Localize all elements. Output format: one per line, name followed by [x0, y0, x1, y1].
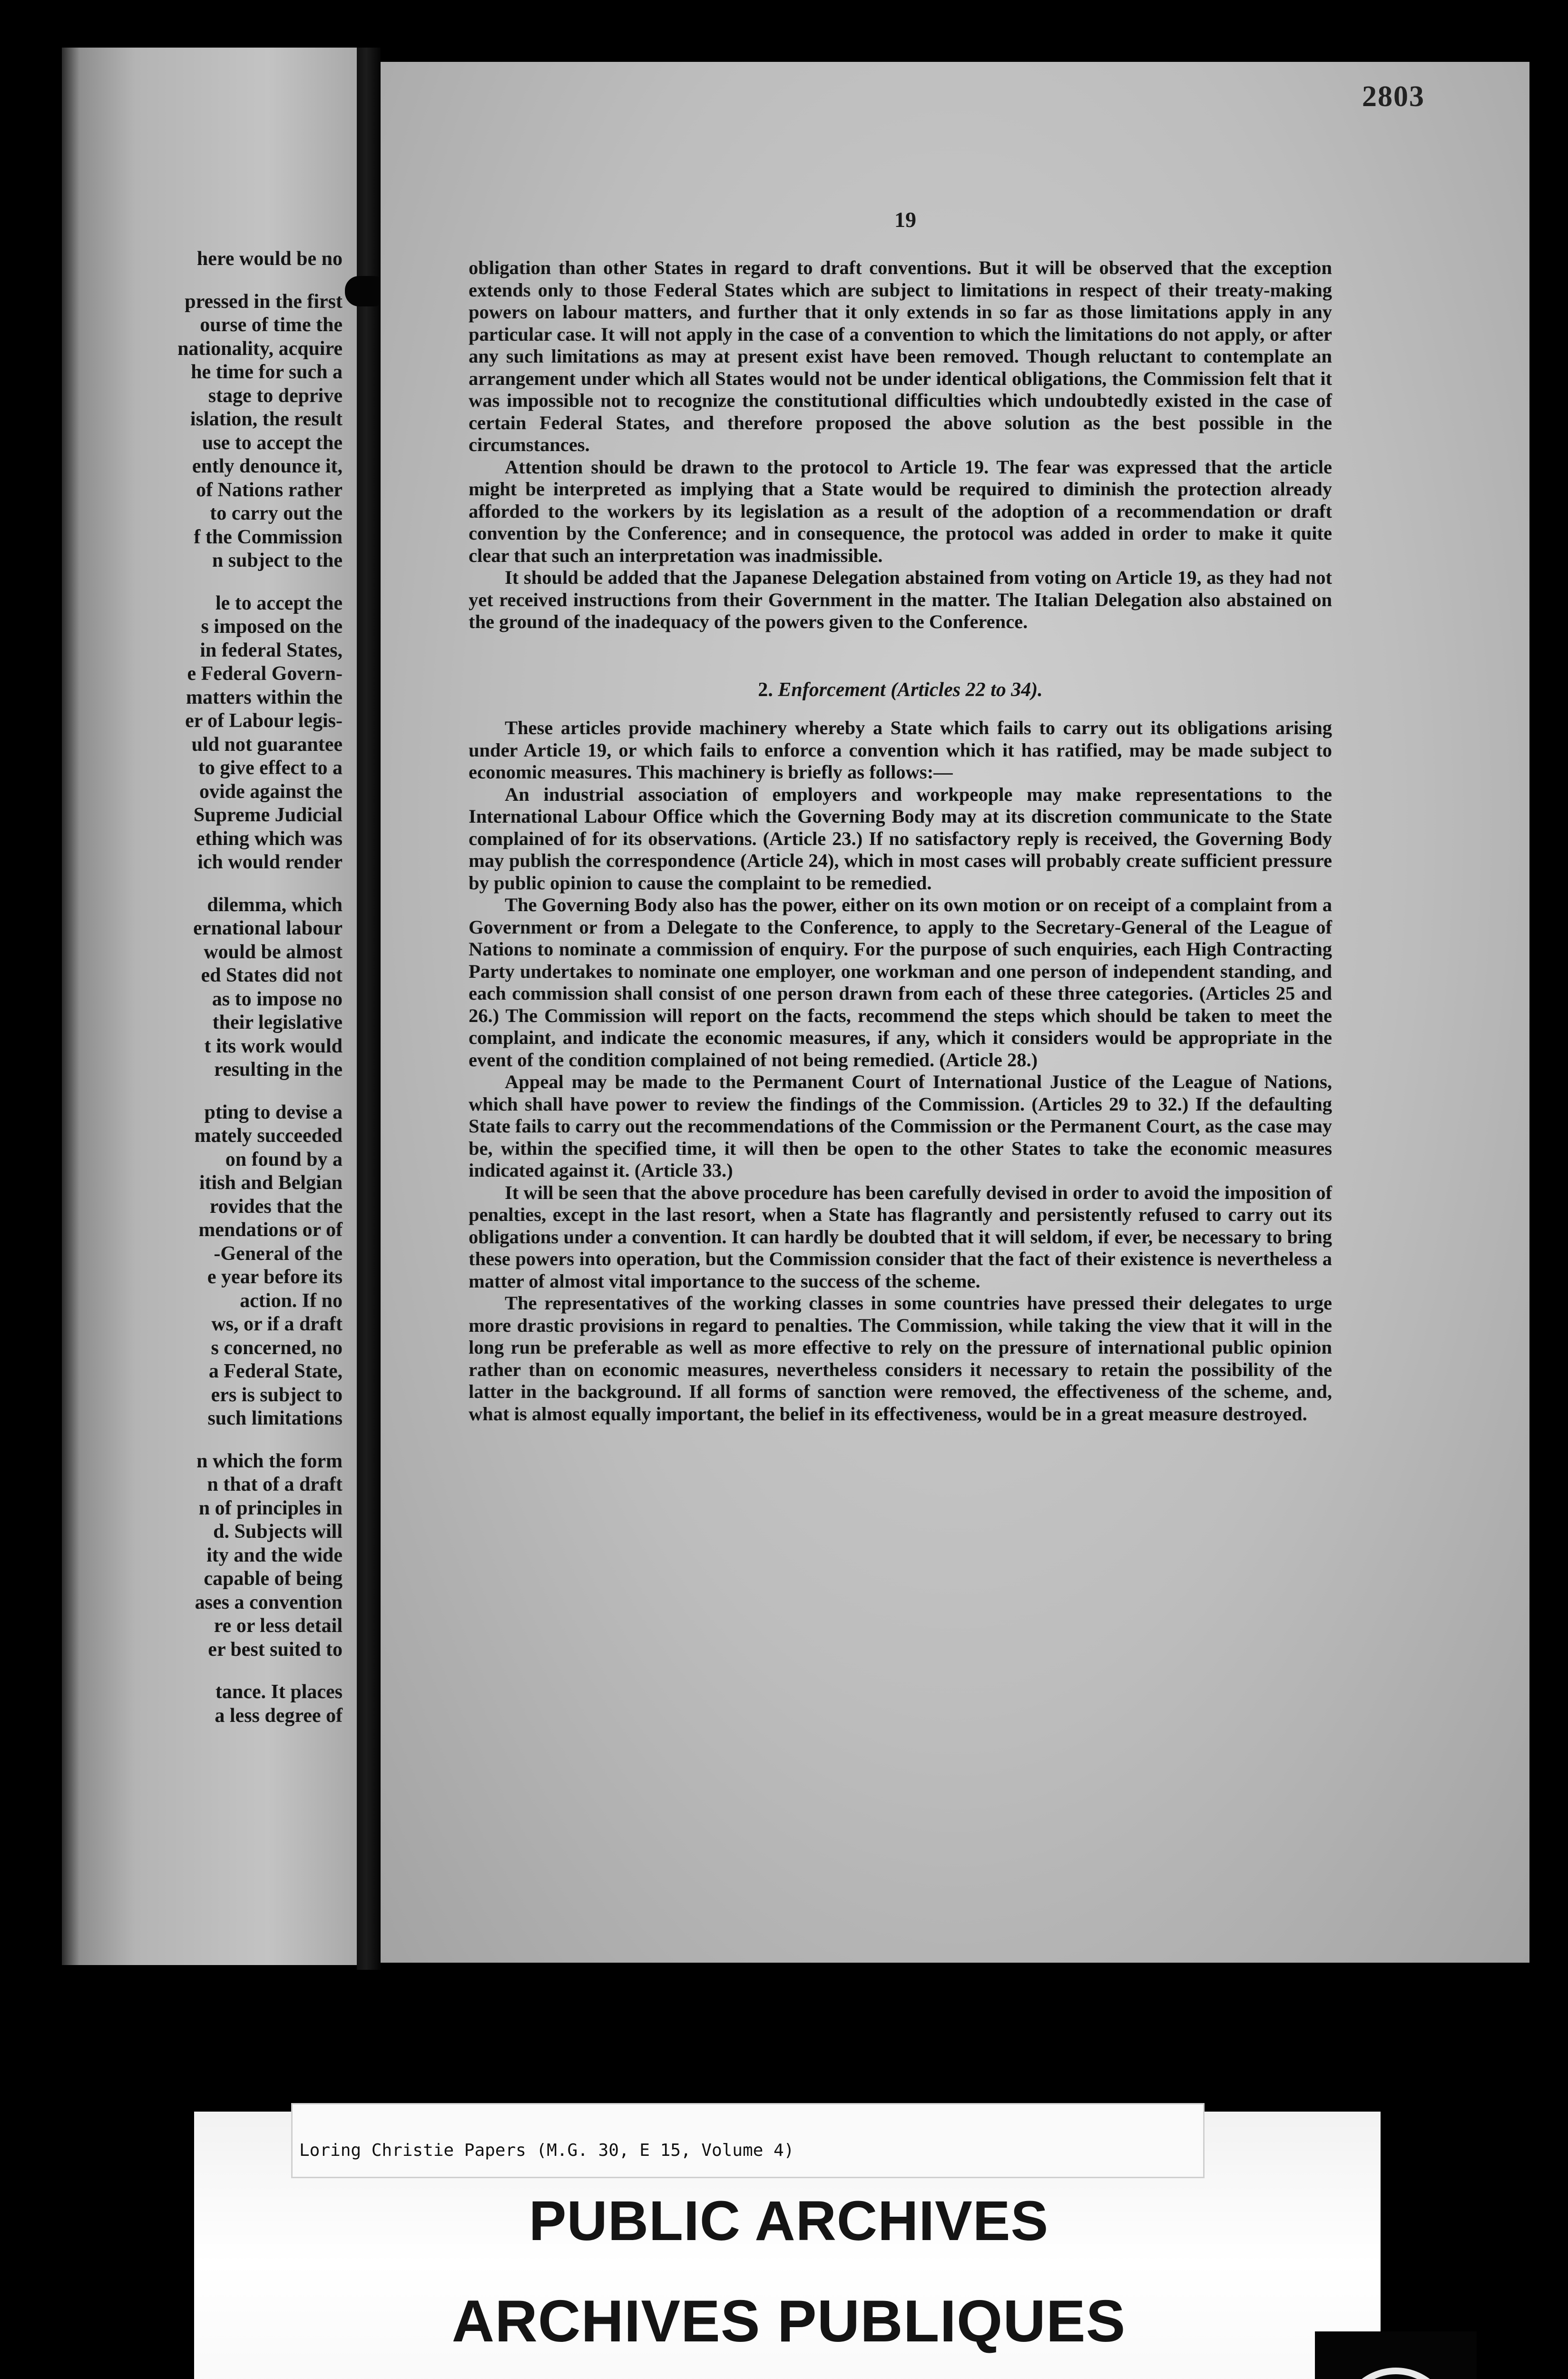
paragraph: Appeal may be made to the Permanent Court of International Justice of the League of Nations, which shall have power to review the findings of the Commission. (Articles 29 to 32.) If the defaulting State fails to carry out the recommendations of the Commission or the Permanent Court, as the case may be, within the specified time, it will then be open to the other States to take the economic measures indicated against it. (Article 33.) [469, 1071, 1332, 1181]
previous-page-gap [76, 875, 343, 894]
previous-page-line: e year before its [207, 1266, 343, 1288]
paragraph: The Governing Body also has the power, either on its own motion or on receipt of a complaint from a Government or from a Delegate to the Conference, to apply to the Secretary-General of the League of Nations to nominate a commission of enquiry. For the purpose of such enquiries, each High Contracting Party undertakes to nominate one employer, one workman and one person of independent standing, and each commission shall consist of one person drawn from each of these three categories. (Articles 25 and 26.) The Commission will report on the facts, recommend the steps which should be taken to meet the complaint, and indicate the economic measures, if any, which it considers would be appropriate in the event of the condition complained of not being remedied. (Article 28.) [469, 894, 1332, 1071]
previous-page-line: rovides that the [209, 1195, 343, 1218]
paragraph: The representatives of the working classes in some countries have pressed their delegates to urge more drastic provisions in regard to penalties. The Commission, while taking the view that it will in the long run be preferable as well as more effective to rely on the pressure of international public opinion rather than on economic measures, nevertheless considers it necessary to retain the possibility of the latter in the background. If all forms of sanction were removed, the effectiveness of the scheme, and, what is almost equally important, the belief in its effectiveness, would be in a great measure destroyed. [469, 1292, 1332, 1425]
previous-page-line: ently denounce it, [192, 455, 343, 477]
archives-title-french: ARCHIVES PUBLIQUES [451, 2289, 1126, 2354]
previous-page-line: a less degree of [215, 1704, 343, 1727]
previous-page-line: ething which was [196, 827, 343, 850]
previous-page-line: use to accept the [202, 432, 343, 454]
previous-page-line: ity and the wide [206, 1544, 343, 1566]
previous-page-line: ws, or if a draft [211, 1313, 343, 1335]
previous-page-line: to carry out the [210, 502, 343, 524]
previous-page-line: ernational labour [193, 917, 343, 939]
paragraph: Attention should be drawn to the protocol to Article 19. The fear was expressed that the article might be interpreted as implying that a State would be required to diminish the protection already afforded to the workers by its legislation as a result of the adoption of a recommendation or draft convention by the Conference; and in consequence, the protocol was added in order to make it quite clear that such an interpretation was inadmissible. [469, 456, 1332, 566]
paragraph: These articles provide machinery whereby a State which fails to carry out its obligations arising under Article 19, or which fails to enforce a convention which it has ratified, may be made subject to economic measures. This machinery is briefly as follows:— [469, 717, 1332, 783]
previous-page-line: in federal States, [200, 639, 343, 661]
page-number: 19 [894, 207, 916, 232]
previous-page-line: would be almost [204, 941, 343, 963]
previous-page-line: pressed in the first [185, 290, 343, 313]
previous-page-gap [76, 1431, 343, 1450]
previous-page-line: n that of a draft [207, 1474, 343, 1495]
previous-page-gap [76, 1082, 343, 1101]
previous-page-line: he time for such a [191, 361, 343, 383]
stamped-folio-number: 2803 [1362, 80, 1425, 113]
previous-page-line: s concerned, no [211, 1337, 343, 1359]
previous-page-text [76, 247, 343, 1728]
page-body [469, 257, 1332, 1425]
previous-page-gap [76, 573, 343, 592]
previous-page-line: re or less detail [214, 1615, 343, 1637]
collection-label [291, 2103, 1205, 2178]
section-heading [469, 679, 1332, 701]
previous-page-line: pting to devise a [204, 1101, 343, 1123]
section-number: 2. [758, 678, 773, 701]
previous-page-line: e Federal Govern- [187, 663, 343, 685]
previous-page-line: ourse of time the [200, 314, 343, 336]
archives-canada-logo-icon [1315, 2331, 1477, 2379]
previous-page-line: n of principles in [198, 1497, 343, 1519]
previous-page-line: itish and Belgian [199, 1172, 343, 1194]
previous-page-line: capable of being [204, 1568, 343, 1590]
previous-page-line: stage to deprive [208, 384, 343, 407]
previous-page-line: f the Commission [194, 526, 343, 548]
previous-page-line: tance. It places [215, 1681, 343, 1703]
previous-page-line: ed States did not [201, 964, 343, 986]
previous-page-line: ases a convention [195, 1591, 343, 1613]
previous-page-line: -General of the [214, 1242, 343, 1265]
previous-page-line: le to accept the [215, 592, 343, 614]
previous-page-line: their legislative [212, 1012, 343, 1033]
previous-page-line: a Federal State, [208, 1360, 343, 1382]
previous-page-line: t its work would [204, 1035, 343, 1057]
previous-page-line: Supreme Judicial [193, 804, 343, 826]
previous-page-line: such limitations [207, 1407, 343, 1429]
section-title: Enforcement (Articles 22 to 34). [778, 678, 1043, 701]
previous-page-line: action. If no [240, 1289, 343, 1312]
paragraph: An industrial association of employers and workpeople may make representations to the International Labour Office which the Governing Body may at its discretion communicate to the State complained of for its observations. (Article 23.) If no satisfactory reply is received, the Governing Body may publish the correspondence (Article 24), which in most cases will probably create sufficient pressure by public opinion to cause the complaint to be remedied. [469, 783, 1332, 894]
previous-page-strip [62, 48, 357, 1965]
previous-page-line: of Nations rather [196, 479, 343, 501]
previous-page-gap [76, 1661, 343, 1681]
previous-page-line: to give effect to a [198, 757, 343, 779]
previous-page-line: mendations or of [198, 1219, 343, 1241]
previous-page-line: as to impose no [212, 988, 343, 1010]
previous-page-line: er of Labour legis- [185, 710, 343, 732]
previous-page-line: resulting in the [214, 1059, 343, 1081]
previous-page-line: dilemma, which [207, 894, 343, 916]
previous-page-line: here would be no [196, 248, 343, 270]
archives-title-english: PUBLIC ARCHIVES [529, 2190, 1049, 2252]
previous-page-line: mately succeeded [194, 1125, 343, 1147]
paragraph: obligation than other States in regard to draft conventions. But it will be observed that the exception extends only to those Federal States which are subject to limitations in respect of their treaty-making powers on labour matters, and further that it only extends in so far as those limitations apply in any particular case. It will not apply in the case of a convention to which the limitations do not apply, or after any such limitations as may at present exist have been removed. Though reluctant to contemplate an arrangement under which all States would not be under identical obligations, the Commission felt that it was impossible not to recognize the constitutional difficulties which undoubtedly existed in the case of certain Federal States, and therefore proposed the above solution as the best possible in the circumstances. [469, 257, 1332, 455]
document-page [381, 62, 1529, 1963]
previous-page-line: s imposed on the [201, 616, 343, 638]
previous-page-line: ovide against the [199, 780, 343, 803]
previous-page-line: on found by a [225, 1148, 343, 1170]
previous-page-line: nationality, acquire [177, 337, 343, 360]
previous-page-line: islation, the result [190, 408, 343, 430]
previous-page-line: ers is subject to [211, 1384, 343, 1406]
collection-label-text: Loring Christie Papers (M.G. 30, E 15, Volume 4) [299, 2141, 794, 2160]
previous-page-line: d. Subjects will [213, 1521, 343, 1543]
paragraph: It should be added that the Japanese Delegation abstained from voting on Article 19, as they had not yet received instructions from their Government in the matter. The Italian Delegation also abstained on the ground of the inadequacy of the powers given to the Conference. [469, 567, 1332, 632]
previous-page-line: n which the form [196, 1450, 343, 1472]
previous-page-gap [76, 271, 343, 290]
previous-page-line: matters within the [186, 686, 343, 708]
previous-page-line: n subject to the [212, 550, 343, 571]
previous-page-line: ich would render [197, 851, 343, 873]
previous-page-line: er best suited to [208, 1638, 343, 1661]
page-binding-gutter [357, 48, 381, 1970]
previous-page-line: uld not guarantee [191, 733, 343, 756]
paragraph: It will be seen that the above procedure has been carefully devised in order to avoid the imposition of penalties, except in the last resort, when a State has flagrantly and persistently refused to carry out its obligations under a convention. It can hardly be doubted that it will seldom, if ever, be necessary to bring these powers into operation, but the Commission consider that the fact of their existence is nevertheless a matter of almost vital importance to the success of the scheme. [469, 1181, 1332, 1292]
